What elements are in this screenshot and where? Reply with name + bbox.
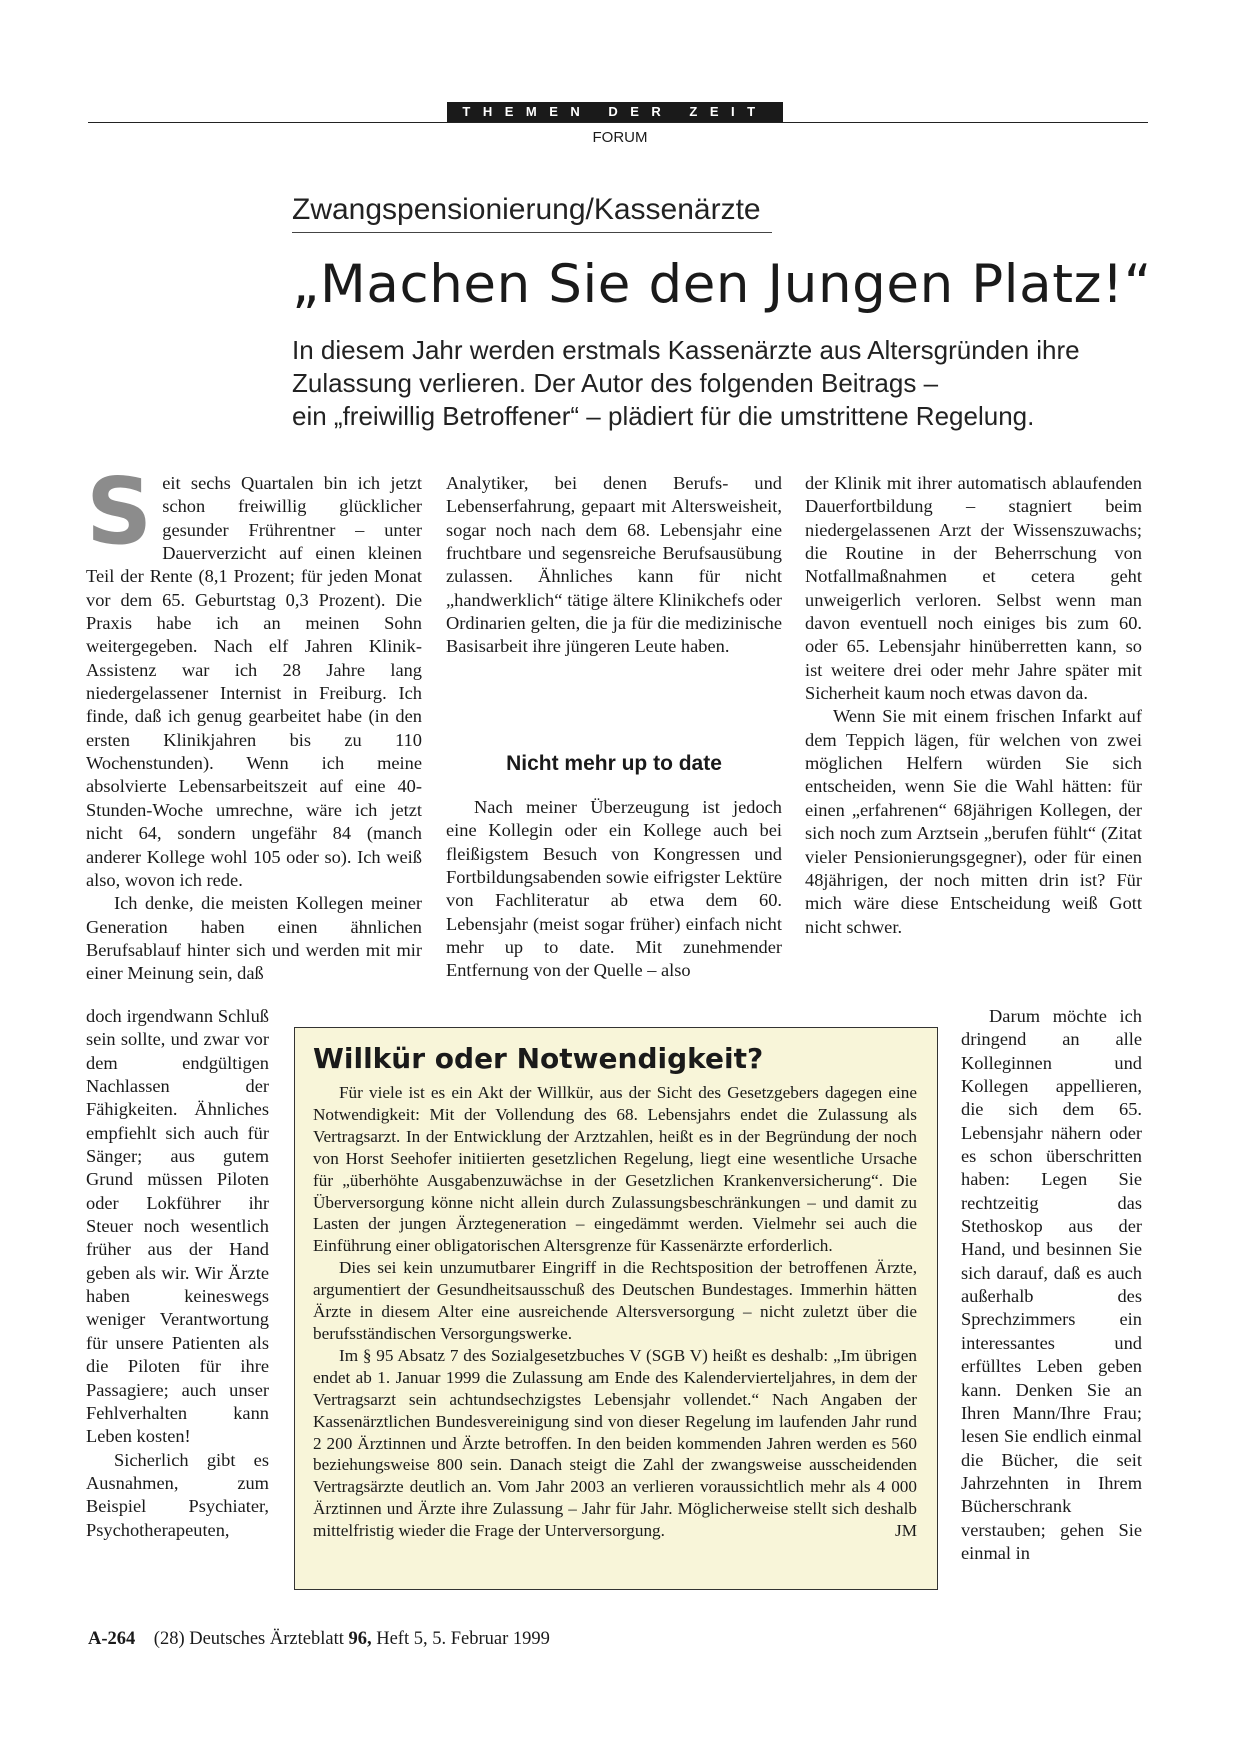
- article-headline: „Machen Sie den Jungen Platz!“: [292, 254, 1152, 315]
- body-paragraph: der Klinik mit ihrer automatisch ablaufenden Dauerfortbildung – stagniert beim niedergelassenen Arzt der Wissenszuwachs; die Routine in der Beherrschung von Notfallmaßnahmen et cetera geht unweigerlich verloren. Selbst wenn man davon eventuell noch einiges bis zum 60. oder 65. Lebensjahr hinüberretten kann, so ist weitere drei oder mehr Jahre später mit Sicherheit kaum noch etwas davon da.: [805, 473, 1142, 704]
- article-kicker: Zwangspensionierung/Kassenärzte: [292, 190, 772, 233]
- body-paragraph: Wenn Sie mit einem frischen Infarkt auf dem Teppich lägen, für welchen von zwei möglichen Helfern würden Sie sich entscheiden, wenn Sie die Wahl hätten: für einen „erfahrenen“ 68jährigen Kollegen, der sich noch zum Arztsein „berufen fühlt“ (Zitat vieler Pensionierungsgegner), oder für einen 48jährigen, der noch mitten drin ist? Für mich wäre diese Entscheidung weiß Gott nicht schwer.: [805, 706, 1142, 937]
- info-box-title: Willkür oder Notwendigkeit?: [313, 1042, 764, 1075]
- article-column-1: [86, 458, 422, 986]
- header-rule: [88, 122, 1148, 123]
- article-column-2: [446, 472, 782, 659]
- lede-line: In diesem Jahr werden erstmals Kassenärzte aus Altersgründen ihre: [292, 335, 1080, 365]
- issue-date: Heft 5, 5. Februar 1999: [376, 1629, 550, 1649]
- body-paragraph: Analytiker, bei denen Berufs- und Lebenserfahrung, gepaart mit Altersweisheit, sogar noch nach dem 68. Lebensjahr eine fruchtbare und segensreiche Berufsausübung zulassen. Ähnliches kann für nicht „handwerklich“ tätige ältere Klinikchefs oder Ordinarien gelten, die ja für die medizinische Basisarbeit ihre jüngeren Leute haben.: [446, 473, 782, 657]
- page-footer: [88, 1627, 788, 1651]
- info-box-paragraph: Dies sei kein unzumutbarer Eingriff in die Rechtsposition der betroffenen Ärzte, argumentiert der Gesundheitsausschuß des Deutschen Bundestages. Immerhin hätten Ärzte in diesem Alter eine ausreichende Altersversorgung – nicht zuletzt über die berufsständischen Versorgungswerke.: [313, 1258, 917, 1343]
- article-column-1-narrow: [86, 1005, 269, 1542]
- section-rubric: THEMEN DER ZEIT: [447, 102, 783, 122]
- info-box-paragraph: Für viele ist es ein Akt der Willkür, aus der Sicht des Gesetzgebers dagegen eine Notwendigkeit: Mit der Vollendung des 68. Lebensjahrs endet die Zulassung als Vertragsarzt. In der Entwicklung der Arztzahlen, heißt es in der Begründung der noch von Horst Seehofer initiierten gesetzlichen Regelung, liegt eine wesentliche Ursache für „überhöhte Ausgabenzuwächse in der Gesetzlichen Krankenversicherung“. Die Überversorgung könne nicht allein durch Zulassungsbeschränkungen – und damit zu Lasten der jungen Ärztegeneration – eingedämmt werden. Vielmehr sei auch die Einführung einer obligatorischen Altersgrenze für Kassenärzte erforderlich.: [313, 1083, 917, 1256]
- volume-number: 96,: [348, 1629, 372, 1649]
- lede-line: ein „freiwillig Betroffener“ – plädiert für die umstrittene Regelung.: [292, 401, 1035, 431]
- body-paragraph: doch irgendwann Schluß sein sollte, und zwar vor dem endgültigen Nachlassen der Fähigkeiten. Ähnliches empfiehlt sich auch für Sänger; aus gutem Grund müssen Piloten oder Lokführer ihr Steuer noch wesentlich früher aus der Hand geben als wir. Wir Ärzte haben keineswegs weniger Verantwortung für unsere Patienten als die Piloten für ihre Passagiere; auch unser Fehlverhalten kann Leben kosten!: [86, 1006, 269, 1447]
- article-subheading: Nicht mehr up to date: [506, 752, 722, 775]
- info-box-text: [313, 1082, 917, 1542]
- subsection-label: FORUM: [592, 129, 648, 146]
- body-paragraph: Darum möchte ich dringend an alle Kolleginnen und Kollegen appellieren, die sich dem 65. Lebensjahr nähern oder es schon überschritten haben: Legen Sie rechtzeitig das Stethoskop aus der Hand, und besinnen Sie sich darauf, daß es auch außerhalb des Sprechzimmers ein interessantes und erfülltes Leben geben kann. Denken Sie an Ihren Mann/Ihre Frau; lesen Sie endlich einmal die Bücher, die seit Jahrzehnten in Ihrem Bücherschrank verstauben; gehen Sie einmal in: [961, 1006, 1142, 1563]
- issue-title: (28) Deutsches Ärzteblatt: [153, 1629, 344, 1649]
- info-box: [294, 1027, 938, 1590]
- body-paragraph: Sicherlich gibt es Ausnahmen, zum Beispiel Psychiater, Psychotherapeuten,: [86, 1449, 269, 1540]
- info-box-paragraph: Im § 95 Absatz 7 des Sozialgesetzbuches V (SGB V) heißt es deshalb: „Im übrigen endet ab 1. Januar 1999 die Zulassung am Ende des Kalendervierteljahres, in dem der Vertragsarzt sein achtundsechzigstes Lebensjahr vollendet.“ Nach Angaben der Kassenärztlichen Bundesvereinigung sind von dieser Regelung im laufenden Jahr rund 2 200 Ärztinnen und Ärzte betroffen. In den beiden kommenden Jahren werden es 560 beziehungsweise 800 sein. Danach steigt die Zahl der zwangsweise ausscheidenden Vertragsärzte deutlich an. Vom Jahr 2003 an verlieren voraussichtlich mehr als 4 000 Ärztinnen und Ärzte ihre Zulassung – Jahr für Jahr. Möglicherweise stellt sich deshalb mittelfristig wieder die Frage der Unterversorgung. JM: [313, 1345, 917, 1541]
- body-paragraph: Seit sechs Quartalen bin ich jetzt schon freiwillig glücklicher gesunder Frührentner – unter Dauerverzicht auf einen kleinen Teil der Rente (8,1 Prozent; für jeden Monat vor dem 65. Geburtstag 0,3 Prozent). Die Praxis habe ich an meinen Sohn weitergegeben. Nach elf Jahren Klinik-Assistenz war ich 28 Jahre lang niedergelassener Internist in Freiburg. Ich finde, daß ich genug gearbeitet habe (in den ersten Klinikjahren bis zu 110 Wochenstunden). Wenn ich meine absolvierte Lebensarbeitszeit auf eine 40-Stunden-Woche umrechne, wäre ich jetzt nicht 64, sondern ungefähr 84 (manch anderer Kollege wohl 105 oder so). Ich weiß also, wovon ich rede.: [86, 458, 422, 890]
- body-paragraph: Ich denke, die meisten Kollegen meiner Generation haben einen ähnlichen Berufsablauf hinter sich und werden mit mir einer Meinung sein, daß: [86, 893, 422, 984]
- body-paragraph: Nach meiner Überzeugung ist jedoch eine Kollegin oder ein Kollege auch bei fleißigstem Besuch von Kongressen und Fortbildungsabenden sowie eifrigster Lektüre von Fachliteratur ab etwa dem 60. Lebensjahr (meist sogar früher) einfach nicht mehr up to date. Mit zunehmender Entfernung von der Quelle – also: [446, 797, 782, 981]
- article-column-2-lower: [446, 796, 782, 983]
- article-column-3-narrow: [961, 1005, 1142, 1565]
- article-lede: [292, 334, 1092, 433]
- article-column-3: [805, 472, 1142, 939]
- page-number: A-264: [88, 1629, 136, 1649]
- drop-cap: S: [86, 458, 153, 565]
- info-box-signature: JM: [895, 1521, 917, 1541]
- lede-line: Zulassung verlieren. Der Autor des folgenden Beitrags –: [292, 368, 939, 398]
